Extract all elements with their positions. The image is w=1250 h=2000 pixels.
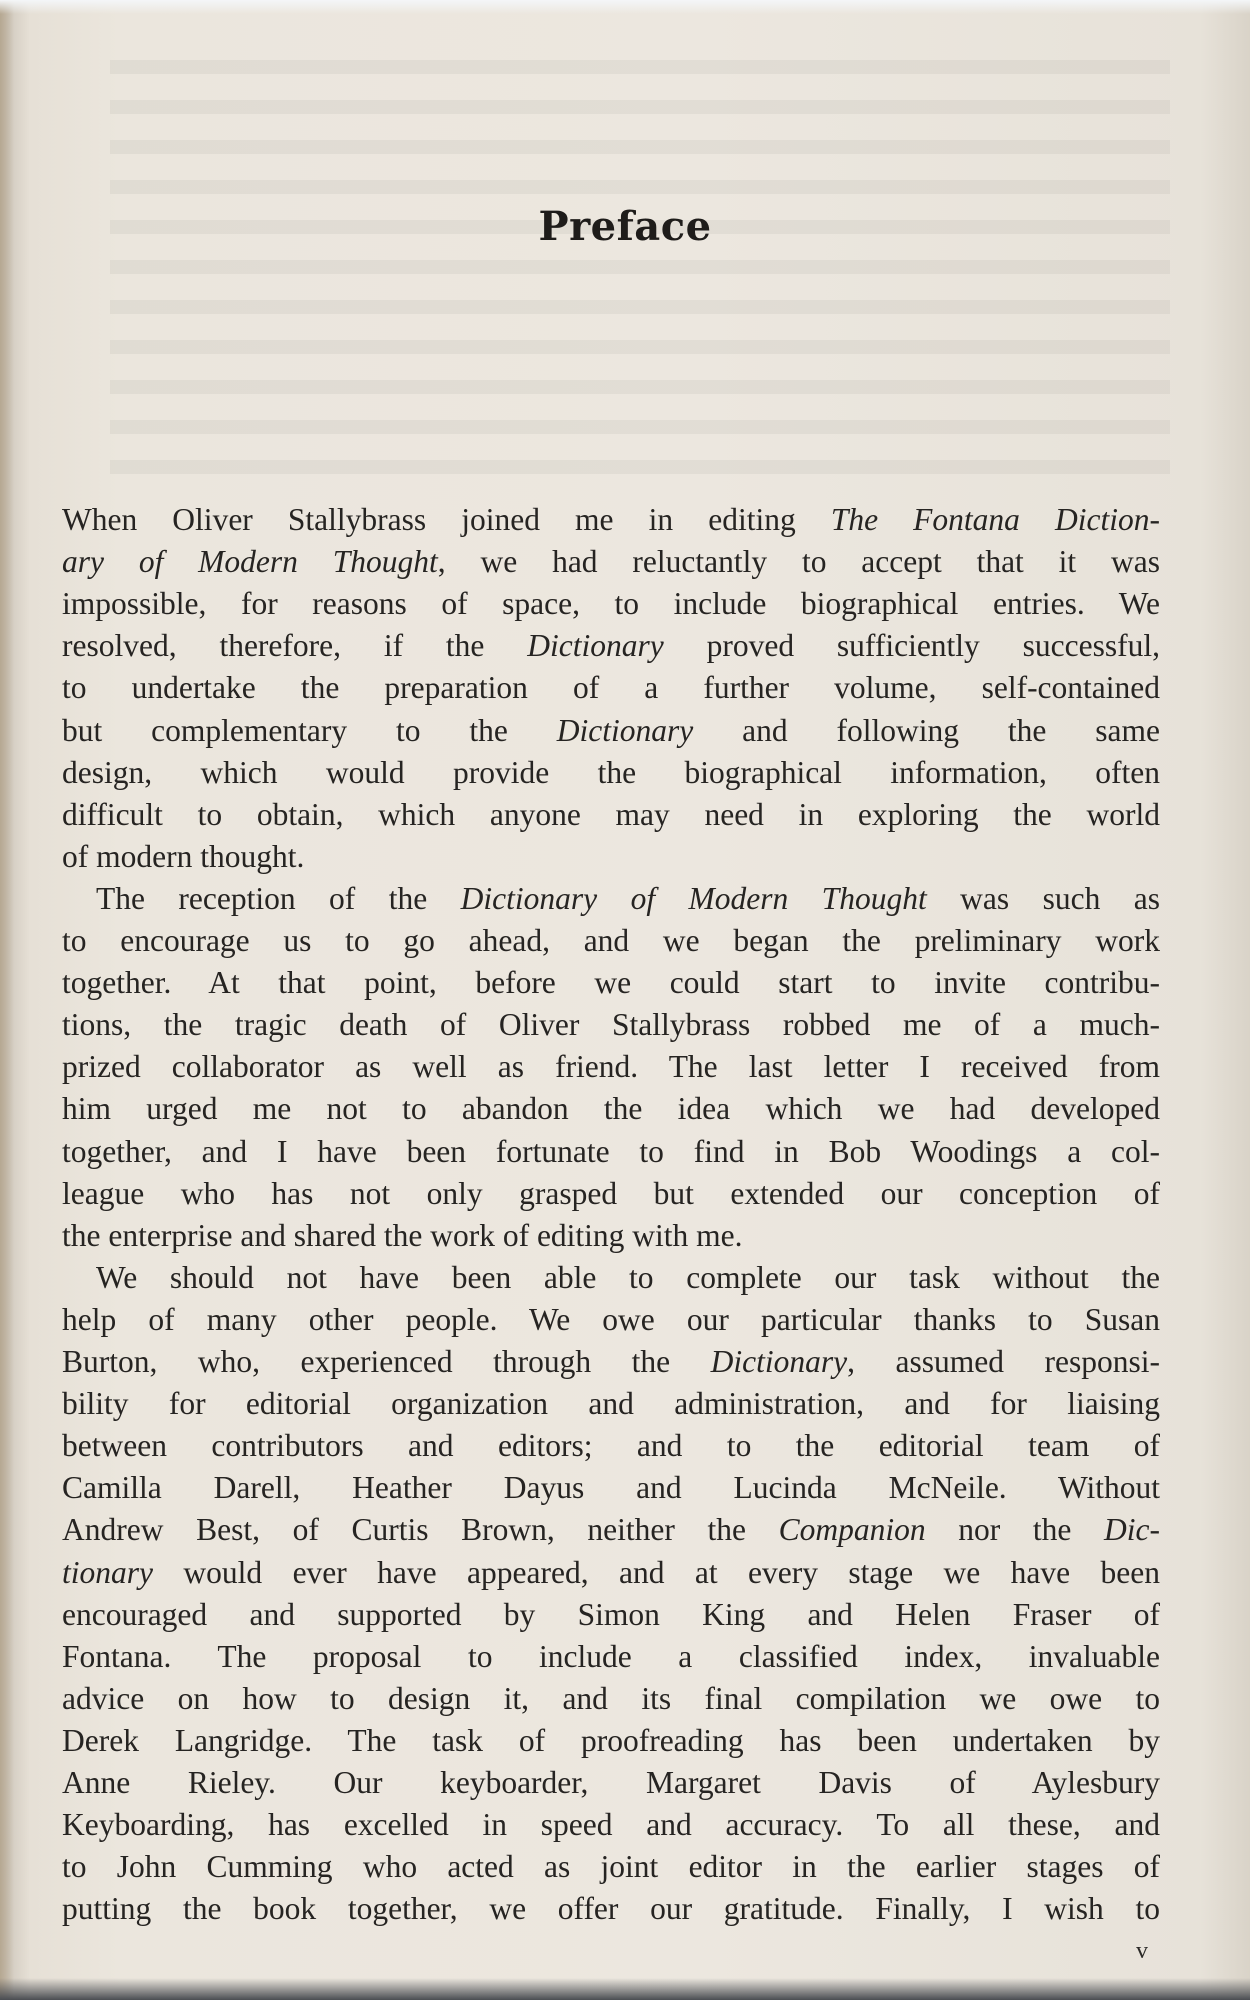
text-line: When Oliver Stallybrass joined me in editing The Fontana Diction-: [62, 502, 1160, 537]
text-line: to John Cumming who acted as joint editor in the earlier stages of: [62, 1849, 1160, 1885]
text-line: The reception of the Dictionary of Modern Thought was such as: [96, 880, 1161, 916]
text-line: encouraged and supported by Simon King and Helen Fraser of: [62, 1596, 1160, 1632]
text-line: ary of Modern Thought, we had reluctantly to accept that it was: [62, 544, 1160, 580]
text-line: to undertake the preparation of a further volume, self-contained: [62, 670, 1160, 706]
text-line: Keyboarding, has excelled in speed and accuracy. To all these, and: [62, 1807, 1160, 1843]
text-line: to encourage us to go ahead, and we began the preliminary work: [62, 923, 1160, 958]
text-line: We should not have been able to complete our task without the: [96, 1259, 1160, 1295]
text-line: bility for editorial organization and administration, and for liaising: [62, 1386, 1160, 1422]
text-line: advice on how to design it, and its final compilation we owe to: [62, 1680, 1160, 1716]
page-top-edge: [0, 0, 1250, 14]
text-line: impossible, for reasons of space, to include biographical entries. We: [62, 586, 1160, 622]
text-line: design, which would provide the biographical information, often: [62, 754, 1160, 790]
text-line: together. At that point, before we could start to invite contribu-: [62, 965, 1160, 1001]
text-line: Burton, who, experienced through the Dictionary, assumed responsi-: [62, 1344, 1160, 1379]
text-line: between contributors and editors; and to the editorial team of: [62, 1428, 1160, 1464]
text-line: but complementary to the Dictionary and following the same: [62, 712, 1160, 748]
text-line: league who has not only grasped but extended our conception of: [62, 1175, 1160, 1211]
show-through-text: [110, 60, 1170, 480]
text-line: Camilla Darell, Heather Dayus and Lucinda McNeile. Without: [62, 1470, 1160, 1506]
text-line: of modern thought.: [62, 838, 305, 874]
text-line: resolved, therefore, if the Dictionary proved sufficiently successful,: [62, 628, 1160, 664]
text-line: Andrew Best, of Curtis Brown, neither the Companion nor the Dic-: [62, 1512, 1160, 1548]
text-line: difficult to obtain, which anyone may need in exploring the world: [62, 796, 1160, 832]
text-line: the enterprise and shared the work of editing with me.: [62, 1217, 743, 1253]
text-line: tions, the tragic death of Oliver Stallybrass robbed me of a much-: [62, 1007, 1160, 1043]
text-line: together, and I have been fortunate to find in Bob Woodings a col-: [62, 1133, 1160, 1169]
text-line: help of many other people. We owe our particular thanks to Susan: [62, 1301, 1160, 1337]
text-line: tionary would ever have appeared, and at every stage we have been: [62, 1554, 1160, 1590]
spine-shadow: [0, 0, 14, 2000]
text-line: Derek Langridge. The task of proofreading has been undertaken by: [62, 1722, 1160, 1758]
page-title: Preface: [538, 203, 712, 250]
page-bottom-edge: [0, 1978, 1250, 2000]
text-line: him urged me not to abandon the idea which we had developed: [62, 1091, 1160, 1127]
page-number: v: [1136, 1938, 1148, 1964]
text-line: Anne Rieley. Our keyboarder, Margaret Davis of Aylesbury: [62, 1765, 1160, 1800]
text-line: Fontana. The proposal to include a classified index, invaluable: [62, 1638, 1160, 1674]
text-line: prized collaborator as well as friend. The last letter I received from: [62, 1049, 1160, 1085]
text-line: putting the book together, we offer our gratitude. Finally, I wish to: [62, 1891, 1160, 1927]
